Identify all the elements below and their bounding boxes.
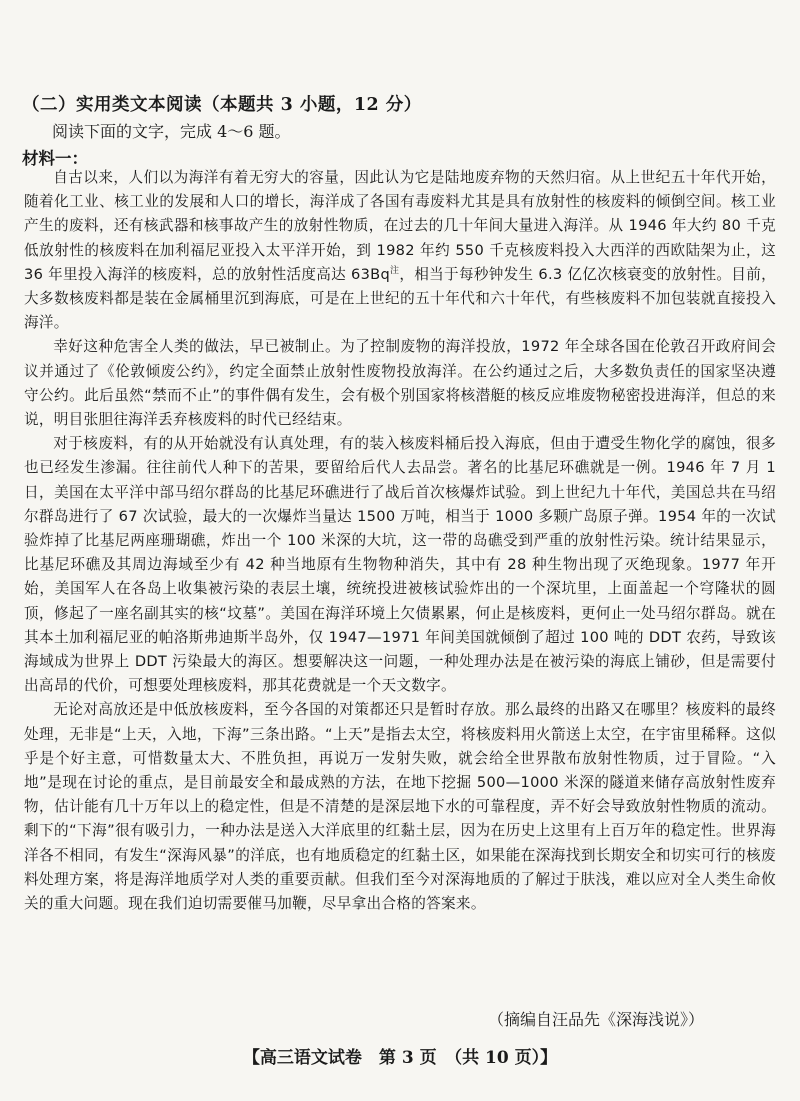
source-citation: （摘编自汪品先《深海浅说》） xyxy=(487,1010,704,1029)
paragraph-1 xyxy=(24,166,776,335)
paragraph-3: 对于核废料，有的从开始就没有认真处理，有的装入核废料桶后投入海底，但由于遭受生物化学的腐蚀，很多也已经发生渗漏。往往前代人种下的苦果，要留给后代人去品尝。著名的比基尼环礁就是一例。1946 年 7 月 1 日，美国在太平洋中部马绍尔群岛的比基尼环礁进行了战后首次核爆炸试验。到上世纪九十年代，美国总共在马绍尔群岛进行了 67 次试验，最大的一次爆炸当量达 1500 万吨，相当于 1000 多颗广岛原子弹。1954 年的一次试验炸掉了比基尼两座珊瑚礁，炸出一个 100 米深的大坑，这一带的岛礁受到严重的放射性污染。统计结果显示，比基尼环礁及其周边海域至少有 42 种当地原有生物物种消失，其中有 28 种生物出现了灭绝现象。1977 年开始，美国军人在各岛上收集被污染的表层土壤，统统投进被核试验炸出的一个深坑里，上面盖起一个穹隆状的圆顶，修起了一座名副其实的核“坟墓”。美国在海洋环境上欠债累累，何止是核废料，更何止一处马绍尔群岛。就在其本土加利福尼亚的帕洛斯弗迪斯半岛外，仅 1947—1971 年间美国就倾倒了超过 100 吨的 DDT 农药，导致该海域成为世界上 DDT 污染最大的海区。想要解决这一问题，一种处理办法是在被污染的海底上铺砂，但是需要付出高昂的代价，可想要处理核废料，那其花费就是一个天文数字。 xyxy=(24,435,776,695)
paragraph-1-part-2: ，相当于每秒钟发生 6.3 亿亿次核衰变的放射性。目前，大多数核废料都是装在金属桶里沉到海底，可是在上世纪的五十年代和六十年代，有些核废料不加包装就直接投入海洋。 xyxy=(24,265,776,332)
page-footer: 【高三语文试卷 第 3 页 （共 10 页）】 xyxy=(242,1048,558,1068)
material-label: 材料一： xyxy=(22,149,88,168)
footnote-mark: 注 xyxy=(390,265,400,276)
paragraph-4: 无论对高放还是中低放核废料，至今各国的对策都还只是暂时存放。那么最终的出路又在哪里？核废料的最终处理，无非是“上天，入地，下海”三条出路。“上天”是指去太空，将核废料用火箭送上太空，在宇宙里稀释。这似乎是个好主意，可惜数量太大、不胜负担，再说万一发射失败，就会给全世界散布放射性物质，过于冒险。“入地”是现在讨论的重点，是目前最安全和最成熟的方法，在地下挖掘 500—1000 米深的隧道来储存高放射性废弃物，估计能有几十万年以上的稳定性，但是不清楚的是深层地下水的可靠程度，弄不好会导致放射性物质的流动。剩下的“下海”很有吸引力，一种办法是送入大洋底里的红黏土层，因为在历史上这里有上百万年的稳定性。世界海洋各不相同，有发生“深海风暴”的洋底，也有地质稳定的红黏土区，如果能在深海找到长期安全和切实可行的核废料处理方案，将是海洋地质学对人类的重要贡献。但我们至今对深海地质的了解过于肤浅，难以应对全人类生命攸关的重大问题。现在我们迫切需要催马加鞭，尽早拿出合格的答案来。 xyxy=(24,701,776,913)
section-title: （二）实用类文本阅读（本题共 3 小题，12 分） xyxy=(22,95,422,115)
paragraph-1-part-1: 自古以来，人们以为海洋有着无穷大的容量，因此认为它是陆地废弃物的天然归宿。从上世纪五十年代开始，随着化工业、核工业的发展和人口的增长，海洋成了各国有毒废料尤其是具有放射性的核废料的倾倒空间。核工业产生的废料，还有核武器和核事故产生的放射性物质，在过去的几十年间大量进入海洋。从 1946 年大约 80 千克低放射性的核废料在加利福尼亚投入太平洋开始，到 1982 年约 550 千克核废料投入大西洋的西欧陆架为止，这 36 年里投入海洋的核废料，总的放射性活度高达 63Bq xyxy=(24,169,776,283)
material-body xyxy=(24,166,776,916)
paragraph-2: 幸好这种危害全人类的做法，早已被制止。为了控制废物的海洋投放，1972 年全球各国在伦敦召开政府间会议并通过了《伦敦倾废公约》，约定全面禁止放射性废物投放海洋。在公约通过之后，大多数负责任的国家坚决遵守公约。此后虽然“禁而不止”的事件偶有发生，会有极个别国家将核潜艇的核反应堆废物秘密投进海洋，但总的来说，明目张胆往海洋丢弃核废料的时代已经结束。 xyxy=(24,338,776,429)
reading-instruction: 阅读下面的文字，完成 4～6 题。 xyxy=(52,122,291,141)
